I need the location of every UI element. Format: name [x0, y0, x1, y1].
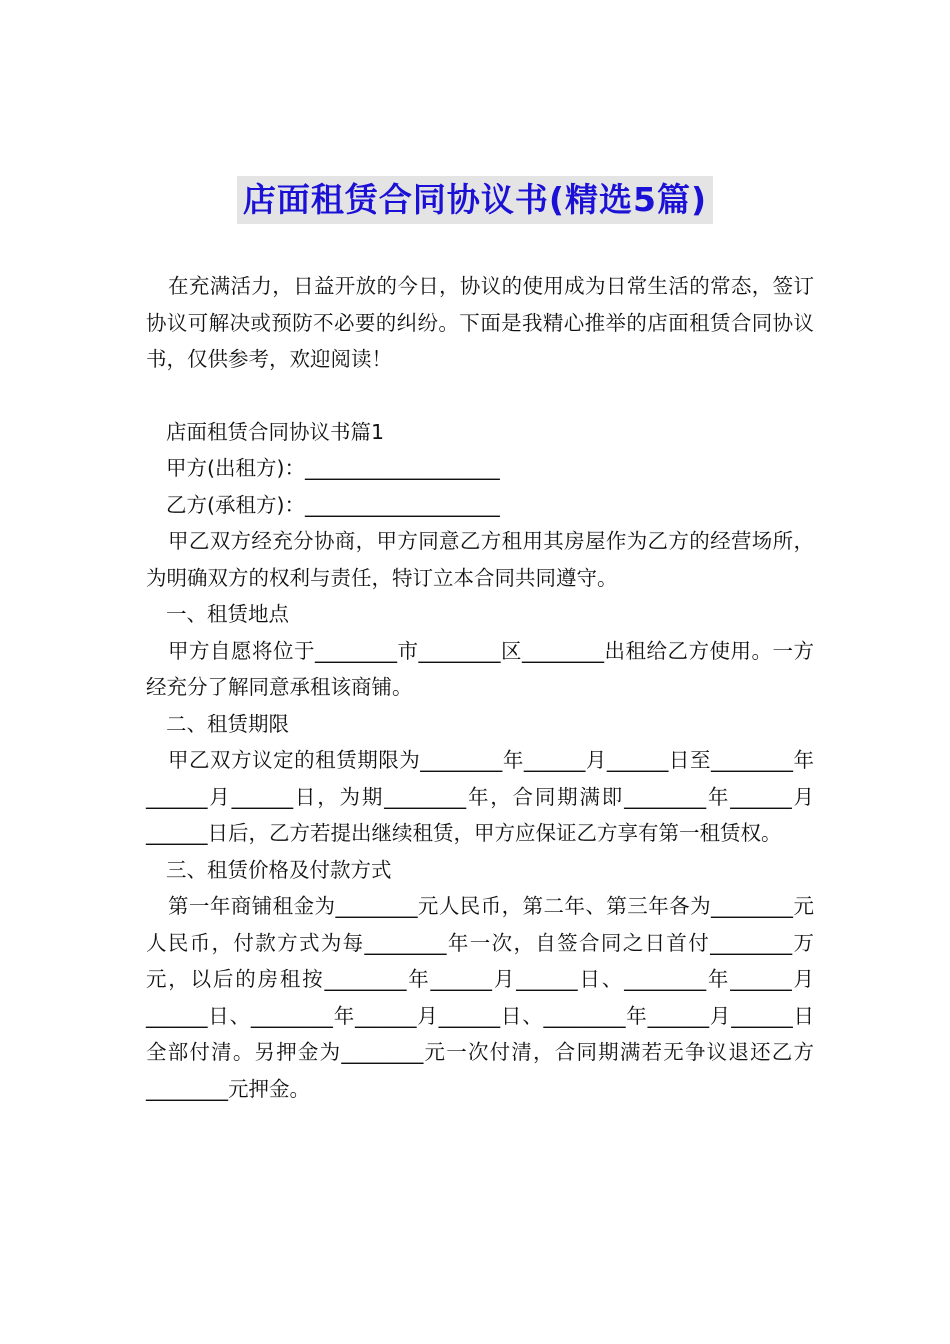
party-a-line: 甲方(出租方)：___________________	[166, 456, 500, 480]
clause2-heading: 二、租赁期限	[166, 711, 289, 736]
title-container	[0, 176, 950, 224]
document-title: 店面租赁合同协议书(精选5篇)	[237, 176, 713, 224]
clause1-heading: 一、租赁地点	[166, 602, 289, 626]
clause3-text: 第一年商铺租金为________元人民币，第二年、第三年各为________元人民币，付款方式为每________年一次，自签合同之日首付________万元，以后的房租按________年______月______日、________年______月______日、________年______月______日、________年______月______日全部付清。另押金为________元一次付清，合同期满若无争议退还乙方________元押金。	[146, 894, 814, 1101]
party-b-line: 乙方(承租方)：___________________	[166, 492, 500, 517]
document-body	[146, 268, 814, 1107]
clause1-text: 甲方自愿将位于________市________区________出租给乙方使用。一方经充分了解同意承租该商铺。	[146, 638, 814, 699]
preamble-paragraph: 甲乙双方经充分协商，甲方同意乙方租用其房屋作为乙方的经营场所，为明确双方的权利与责任，特订立本合同共同遵守。	[146, 529, 814, 590]
section-title: 店面租赁合同协议书篇1	[166, 419, 385, 444]
paragraph-gap	[146, 378, 814, 414]
intro-paragraph: 在充满活力，日益开放的今日，协议的使用成为日常生活的常态，签订协议可解决或预防不必要的纠纷。下面是我精心推举的店面租赁合同协议书，仅供参考，欢迎阅读！	[146, 274, 814, 371]
clause2-text: 甲乙双方议定的租赁期限为________年______月______日至________年______月______日，为期________年，合同期满即________年______月______日后，乙方若提出继续租赁，甲方应保证乙方享有第一租赁权。	[146, 748, 814, 845]
clause3-heading: 三、租赁价格及付款方式	[166, 857, 392, 882]
